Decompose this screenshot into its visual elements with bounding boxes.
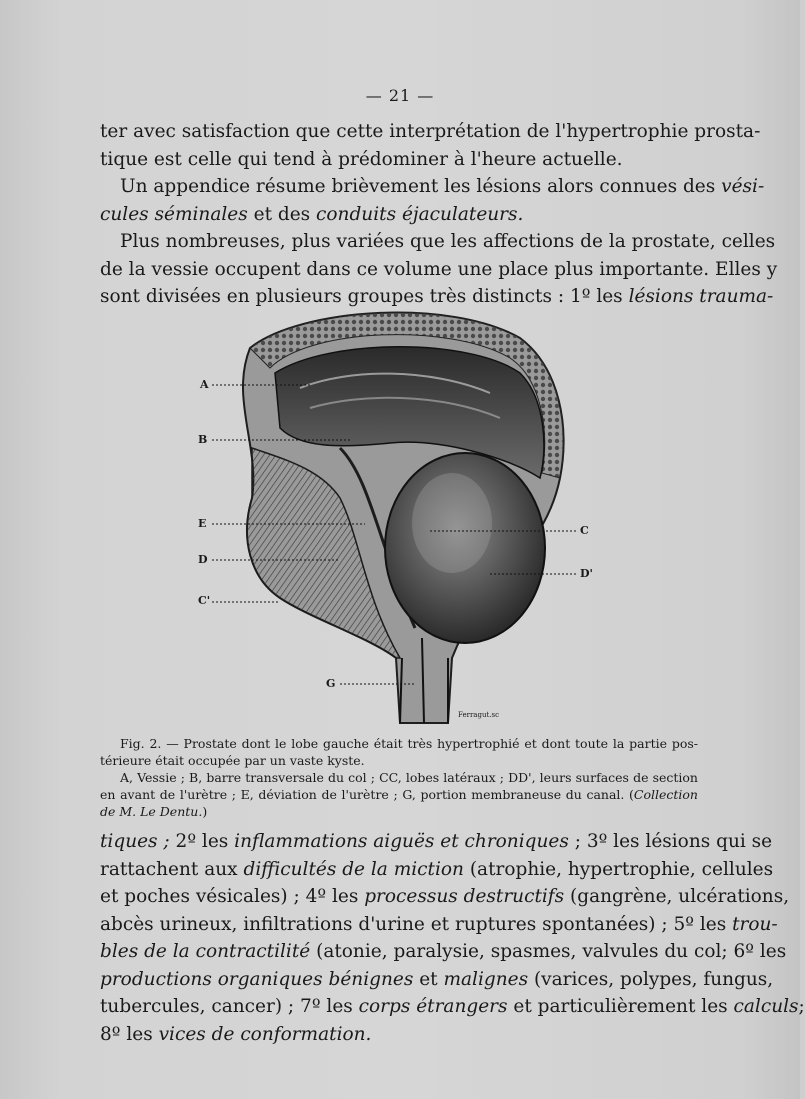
figure-caption: [100, 735, 698, 820]
text-run: (atonie, paralysie, spasmes, valvules du col; 6º les: [310, 941, 787, 962]
text-line: [100, 993, 805, 1021]
text-run: sont divisées en plusieurs groupes très distincts : 1º les: [100, 286, 629, 307]
caption-collector: de M. Le Dentu.: [100, 804, 203, 819]
prostate-illustration: [190, 298, 610, 728]
label-d-prime: D': [580, 567, 593, 580]
label-e: E: [198, 517, 207, 530]
italic-run: tiques ;: [100, 831, 170, 852]
text-run: Plus nombreuses, plus variées que les affections de la prostate, celles: [120, 231, 776, 252]
anatomical-figure: [190, 298, 610, 728]
caption-title: Fig. 2. — Prostate dont le lobe gauche était très hypertrophié et dont toute la partie pos-: [120, 736, 698, 751]
text-run: tique est celle qui tend à prédominer à l'heure actuelle.: [100, 148, 623, 170]
text-run: abcès urineux, infiltrations d'urine et ruptures spontanées) ; 5º les: [100, 913, 733, 935]
text-run: et particulièrement les: [507, 996, 734, 1017]
text-run: de la vessie occupent dans ce volume une place plus importante. Elles y: [100, 258, 778, 280]
text-run: rattachent aux: [100, 858, 244, 880]
text-run: 2º les: [169, 831, 235, 852]
text-line: [100, 228, 776, 256]
text-line: [100, 911, 778, 939]
text-run: tubercules, cancer) ; 7º les: [100, 996, 359, 1017]
text-line: [100, 173, 765, 201]
caption-legend-1: A, Vessie ; B, barre transversale du col ; CC, lobes latéraux ; DD', leurs surfaces de section: [120, 770, 698, 785]
text-run: 8º les: [100, 1023, 159, 1045]
italic-run: processus destructifs: [364, 886, 565, 907]
text-line: [100, 966, 774, 994]
text-line: [100, 938, 787, 966]
text-run: Un appendice résume brièvement les lésions alors connues des: [120, 176, 722, 197]
text-run: et: [413, 968, 444, 990]
italic-run: difficultés de la miction: [243, 858, 464, 880]
page-number: — 21 —: [365, 86, 435, 105]
text-line: [100, 856, 774, 884]
text-run: ; 3º les lésions qui se: [568, 831, 773, 852]
italic-run: inflammations aiguës et chroniques: [234, 831, 569, 852]
caption-legend-2-text: en avant de l'urètre ; E, déviation de l'urètre ; G, portion membraneuse du canal. (: [100, 787, 634, 802]
italic-run: bles de la contractilité: [100, 941, 311, 962]
text-line: [100, 146, 698, 174]
caption-legend-3: [100, 803, 698, 820]
label-g: G: [326, 677, 336, 690]
text-line: [100, 883, 790, 911]
caption-close: ): [202, 804, 208, 819]
text-line: [100, 828, 773, 856]
italic-run: productions organiques bénignes: [100, 968, 414, 990]
italic-run: conduits éjaculateurs.: [316, 203, 524, 225]
italic-run: vices de conformation.: [158, 1023, 372, 1045]
label-c: C: [580, 524, 589, 537]
caption-title-cont: térieure était occupée par un vaste kyste.: [100, 753, 365, 768]
bottom-paragraph: [100, 828, 805, 1048]
text-run: (varices, polypes, fungus,: [528, 968, 774, 990]
text-line: [100, 1021, 698, 1049]
text-run: (gangrène, ulcérations,: [564, 886, 790, 907]
italic-run: malignes: [443, 968, 529, 990]
text-run: et poches vésicales) ; 4º les: [100, 886, 365, 907]
engraver-signature: Ferragut.sc: [458, 711, 500, 719]
text-line: [100, 118, 761, 146]
italic-run: lésions trauma-: [628, 286, 774, 307]
italic-run: cules séminales: [100, 203, 248, 225]
italic-run: corps étrangers: [358, 996, 508, 1017]
label-d: D: [198, 553, 208, 566]
caption-legend-2: [100, 786, 698, 803]
text-run: et des: [247, 203, 317, 225]
italic-run: trou-: [732, 913, 778, 935]
label-c-prime: C': [198, 594, 211, 607]
caption-collection: Collection: [633, 787, 698, 802]
label-b: B: [198, 433, 208, 446]
italic-run: vési-: [721, 176, 765, 197]
text-line: [100, 201, 698, 229]
text-line: [100, 256, 778, 284]
italic-run: calculs: [733, 996, 799, 1017]
top-paragraphs: [100, 118, 778, 311]
label-a: A: [200, 378, 209, 391]
text-run: (atrophie, hypertrophie, cellules: [463, 858, 774, 880]
text-run: ;: [798, 996, 805, 1017]
text-run: ter avec satisfaction que cette interprétation de l'hypertrophie prosta-: [100, 121, 761, 142]
